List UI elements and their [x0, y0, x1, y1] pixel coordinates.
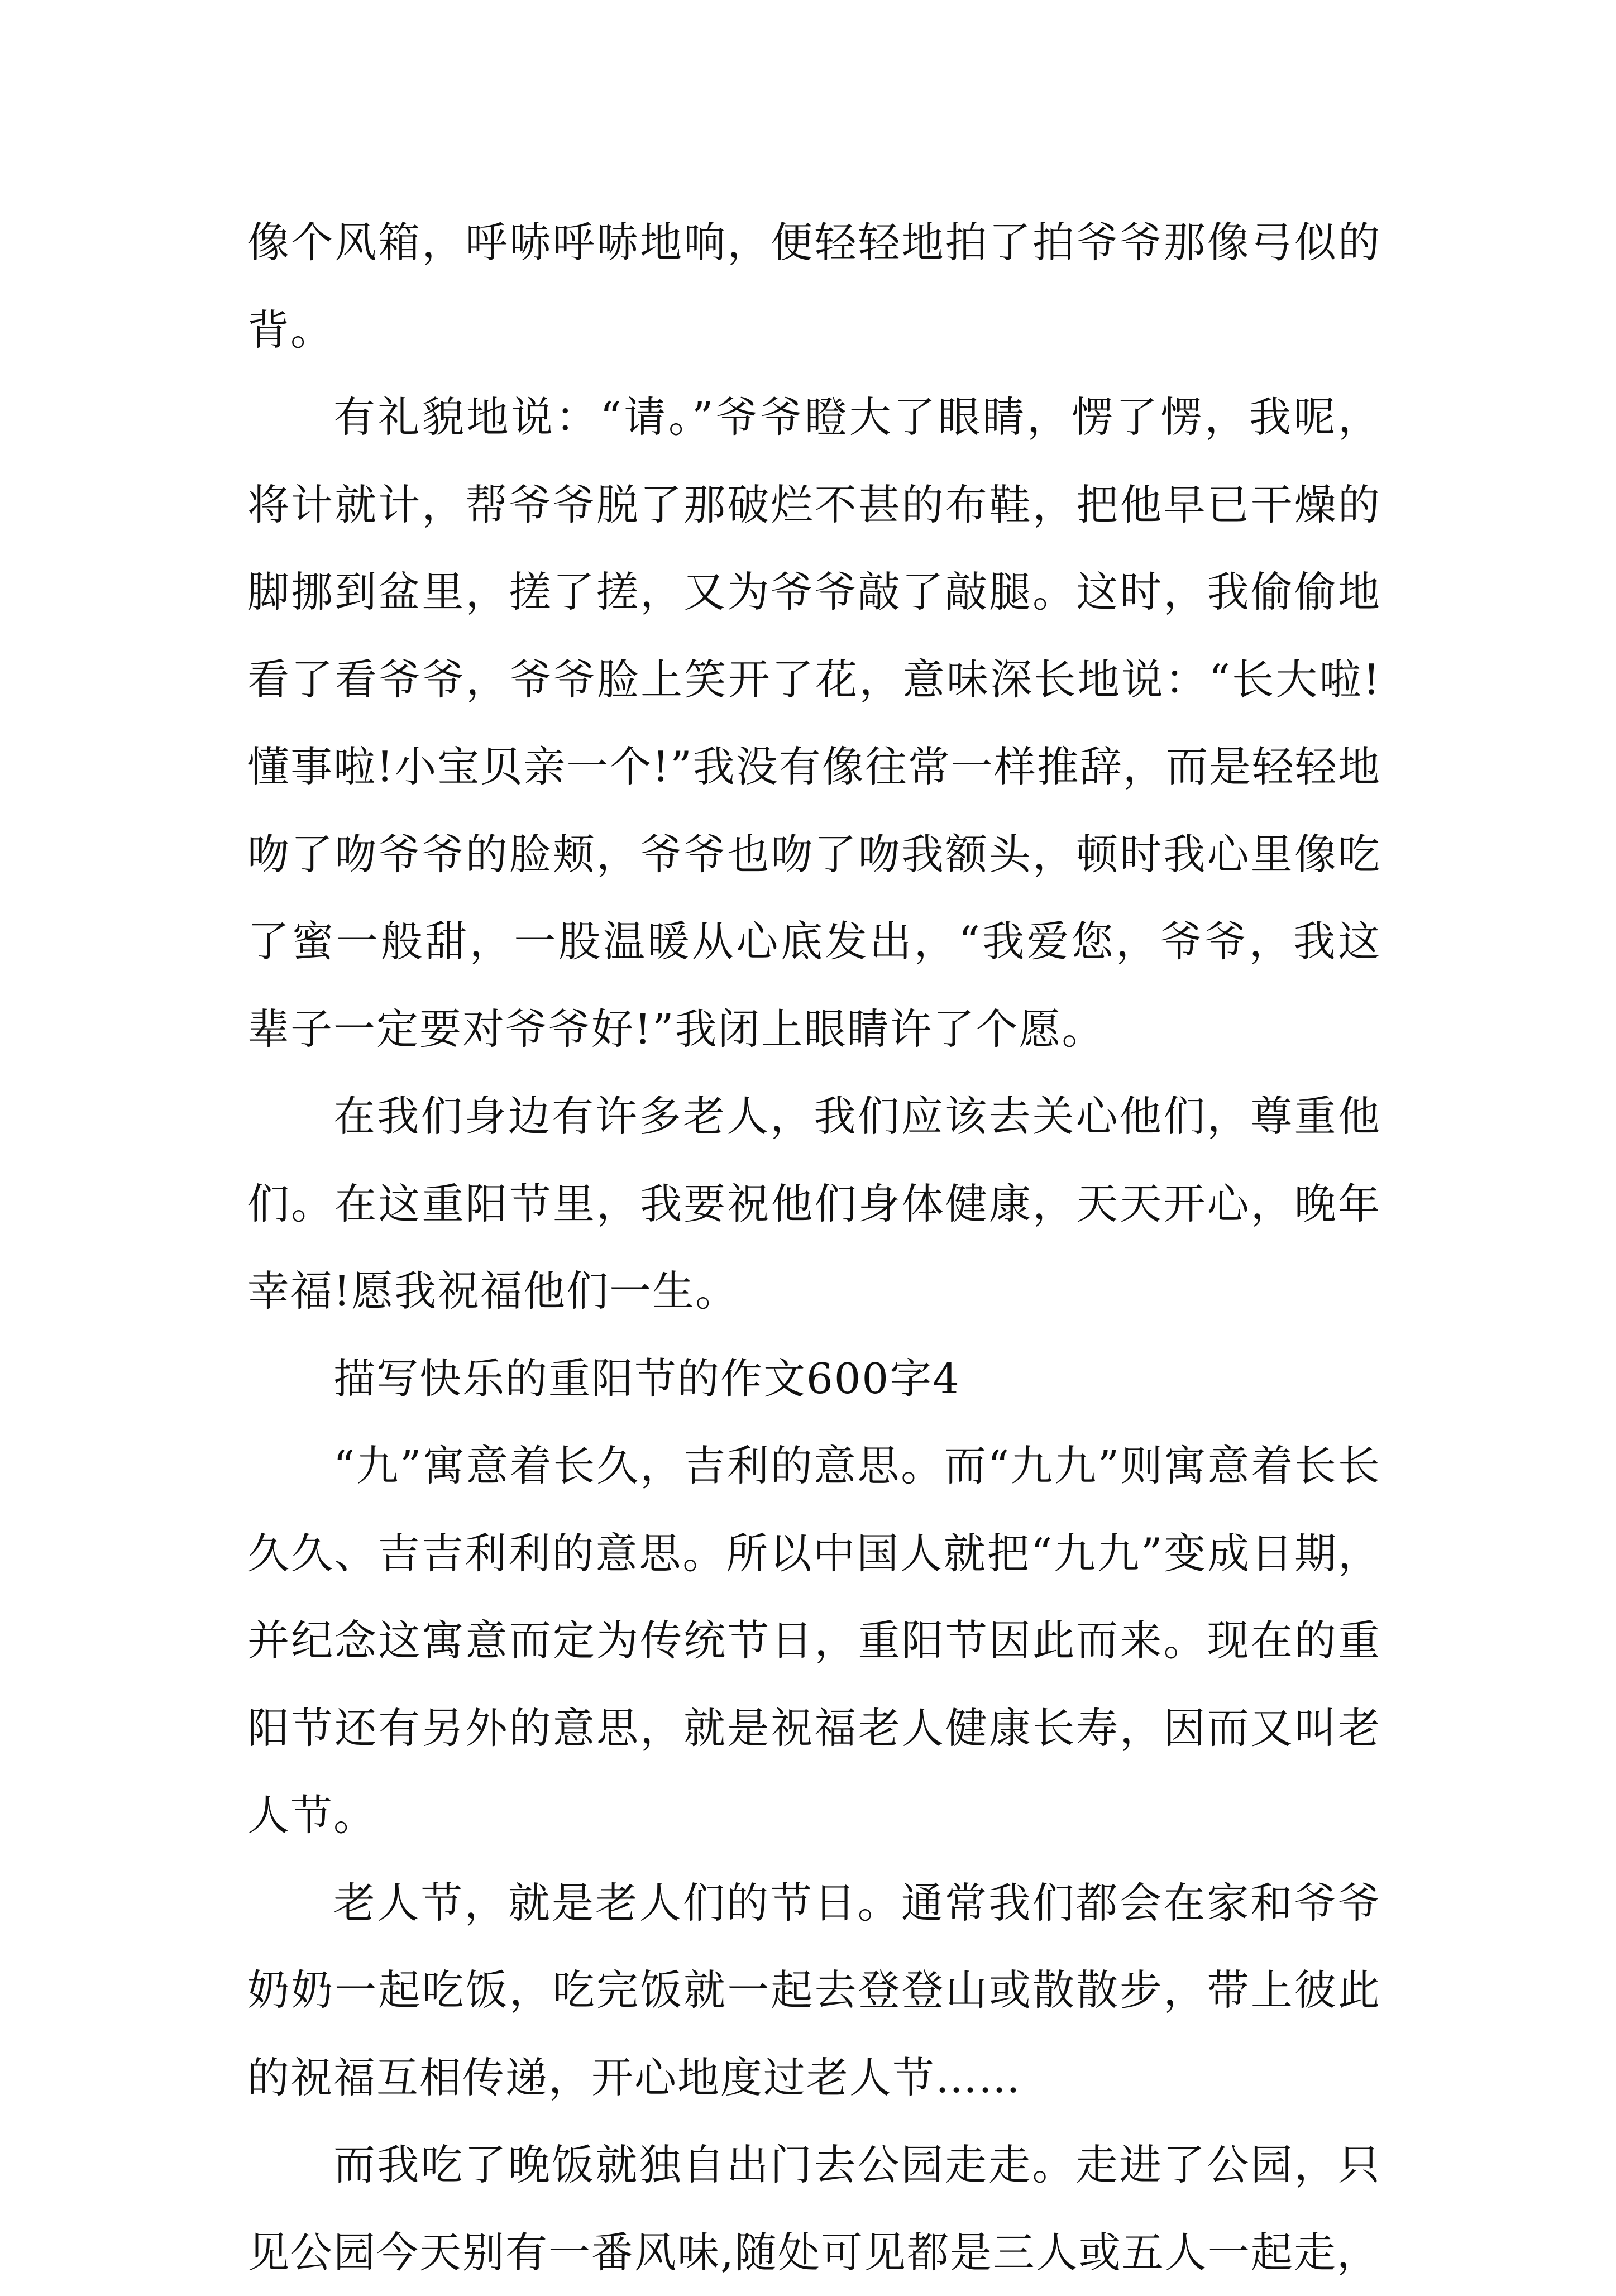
paragraph-3: 在我们身边有许多老人，我们应该去关心他们，尊重他们。在这重阳节里，我要祝他们身体健康，天天开心，晚年幸福!愿我祝福他们一生。	[247, 1092, 1381, 1316]
paragraph-5: 老人节，就是老人们的节日。通常我们都会在家和爷爷奶奶一起吃饭，吃完饭就一起去登登山或散散步，带上彼此的祝福互相传递，开心地度过老人节……	[247, 1878, 1381, 2102]
paragraph-6: 而我吃了晚饭就独自出门去公园走走。走进了公园，只见公园今天别有一番风味,随处可见都是三人或五人一起走，	[247, 2140, 1381, 2277]
paragraph-2: 有礼貌地说：“请。”爷爷瞪大了眼睛，愣了愣，我呢，将计就计，帮爷爷脱了那破烂不甚的布鞋，把他早已干燥的脚挪到盆里，搓了搓，又为爷爷敲了敲腿。这时，我偷偷地看了看爷爷，爷爷脸上笑开了花，意味深长地说：“长大啦!懂事啦!小宝贝亲一个!”我没有像往常一样推辞，而是轻轻地吻了吻爷爷的脸颊，爷爷也吻了吻我额头，顿时我心里像吃了蜜一般甜，一股温暖从心底发出，“我爱您，爷爷，我这辈子一定要对爷爷好!”我闭上眼睛许了个愿。	[247, 393, 1381, 1054]
section-heading: 描写快乐的重阳节的作文600字4	[333, 1353, 960, 1403]
document-body	[247, 199, 1381, 2296]
paragraph-1: 像个风箱，呼哧呼哧地响，便轻轻地拍了拍爷爷那像弓似的背。	[247, 218, 1381, 355]
paragraph-4: “九”寓意着长久，吉利的意思。而“九九”则寓意着长长久久、吉吉利利的意思。所以中国人就把“九九”变成日期，并纪念这寓意而定为传统节日，重阳节因此而来。现在的重阳节还有另外的意思，就是祝福老人健康长寿，因而又叫老人节。	[247, 1441, 1381, 1840]
